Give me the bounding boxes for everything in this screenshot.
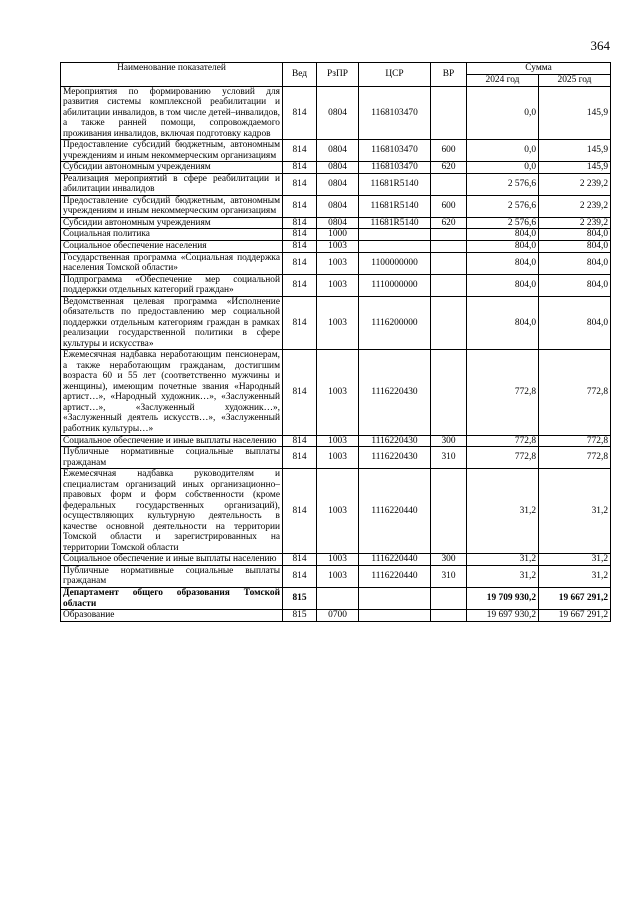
cell-sum-2025: 145,9 [539,140,611,162]
cell-csr [359,229,431,241]
cell-sum-2025: 804,0 [539,240,611,252]
cell-vr: 310 [431,565,467,587]
cell-name: Образование [61,610,283,622]
cell-sum-2025: 31,2 [539,554,611,566]
cell-sum-2025: 19 667 291,2 [539,610,611,622]
cell-sum-2025: 145,9 [539,86,611,140]
cell-vr [431,173,467,195]
cell-vr: 300 [431,554,467,566]
cell-vr: 310 [431,447,467,469]
table-row [61,565,611,587]
table-row [61,435,611,447]
cell-rzpr: 1000 [317,229,359,241]
cell-name: Ежемесячная надбавка неработающим пенсионерам, а также неработающим гражданам, достигшим возраста 60 и 55 лет (соответственно мужчины и женщины), имеющим почетные звания «Народный артист…», «Народный художник…», «Заслуженный артист…», «Заслуженный художник…», «Заслуженный деятель искусств…», «Заслуженный работник культуры…» [61,350,283,435]
cell-ved: 815 [283,610,317,622]
cell-ved: 814 [283,229,317,241]
table-row [61,296,611,350]
cell-csr: 1116220430 [359,447,431,469]
cell-sum-2025: 804,0 [539,274,611,296]
cell-name: Реализация мероприятий в сфере реабилитации и абилитации инвалидов [61,173,283,195]
cell-name: Социальное обеспечение и иные выплаты населению [61,554,283,566]
cell-rzpr: 1003 [317,435,359,447]
cell-vr: 620 [431,217,467,229]
cell-ved: 814 [283,274,317,296]
cell-rzpr: 0700 [317,610,359,622]
cell-ved: 814 [283,140,317,162]
cell-sum-2024: 0,0 [467,140,539,162]
cell-ved: 814 [283,565,317,587]
header-2025: 2025 год [539,74,611,86]
table-row [61,469,611,554]
cell-name: Субсидии автономным учреждениям [61,217,283,229]
cell-sum-2025: 2 239,2 [539,195,611,217]
table-row [61,195,611,217]
cell-name: Социальная политика [61,229,283,241]
cell-sum-2025: 772,8 [539,350,611,435]
cell-name: Предоставление субсидий бюджетным, автономным учреждениям и иным некоммерческим организациям [61,140,283,162]
cell-csr: 1116220440 [359,554,431,566]
cell-csr [359,610,431,622]
cell-csr: 1168103470 [359,162,431,174]
cell-sum-2024: 31,2 [467,565,539,587]
cell-csr: 1116200000 [359,296,431,350]
cell-vr [431,610,467,622]
cell-ved: 815 [283,587,317,609]
cell-name: Ежемесячная надбавка руководителям и специалистам организаций иных организационно–правовых форм и форм собственности (кроме федеральных государственных организаций), осуществляющих культурную деятельность в качестве основной деятельности на территории Томской области и зарегистрированных на территории Томской области [61,469,283,554]
cell-csr: 1168103470 [359,86,431,140]
table-row [61,240,611,252]
header-vr: ВР [431,63,467,87]
table-row [61,252,611,274]
cell-csr: 11681R5140 [359,173,431,195]
cell-sum-2024: 772,8 [467,350,539,435]
cell-name: Социальное обеспечение и иные выплаты населению [61,435,283,447]
cell-sum-2024: 804,0 [467,252,539,274]
cell-csr: 11681R5140 [359,217,431,229]
cell-ved: 814 [283,162,317,174]
cell-sum-2024: 804,0 [467,240,539,252]
cell-vr [431,240,467,252]
cell-rzpr: 1003 [317,554,359,566]
table-row [61,350,611,435]
cell-csr: 1110000000 [359,274,431,296]
cell-rzpr: 0804 [317,173,359,195]
cell-ved: 814 [283,217,317,229]
cell-csr [359,587,431,609]
table-row [61,610,611,622]
cell-sum-2024: 19 697 930,2 [467,610,539,622]
cell-rzpr: 0804 [317,217,359,229]
table-row [61,447,611,469]
cell-sum-2025: 772,8 [539,447,611,469]
table-row [61,162,611,174]
cell-rzpr: 0804 [317,195,359,217]
cell-vr [431,587,467,609]
cell-rzpr: 1003 [317,296,359,350]
table-row [61,587,611,609]
table-row [61,86,611,140]
cell-vr: 600 [431,140,467,162]
cell-ved: 814 [283,86,317,140]
cell-rzpr: 1003 [317,240,359,252]
header-ved: Вед [283,63,317,87]
cell-sum-2025: 804,0 [539,229,611,241]
table-row [61,217,611,229]
cell-name: Департамент общего образования Томской области [61,587,283,609]
cell-ved: 814 [283,554,317,566]
cell-name: Публичные нормативные социальные выплаты гражданам [61,447,283,469]
cell-sum-2025: 772,8 [539,435,611,447]
cell-csr [359,240,431,252]
page-number: 364 [590,38,610,53]
cell-sum-2024: 2 576,6 [467,173,539,195]
cell-sum-2025: 19 667 291,2 [539,587,611,609]
cell-name: Государственная программа «Социальная поддержка населения Томской области» [61,252,283,274]
cell-sum-2025: 145,9 [539,162,611,174]
cell-name: Публичные нормативные социальные выплаты гражданам [61,565,283,587]
cell-sum-2025: 31,2 [539,469,611,554]
cell-csr: 11681R5140 [359,195,431,217]
cell-sum-2025: 804,0 [539,296,611,350]
cell-sum-2025: 804,0 [539,252,611,274]
cell-vr [431,296,467,350]
cell-sum-2024: 2 576,6 [467,195,539,217]
cell-name: Субсидии автономным учреждениям [61,162,283,174]
cell-vr [431,86,467,140]
cell-rzpr: 1003 [317,274,359,296]
cell-vr [431,350,467,435]
cell-sum-2024: 804,0 [467,274,539,296]
cell-rzpr: 1003 [317,447,359,469]
cell-rzpr: 1003 [317,565,359,587]
cell-rzpr: 1003 [317,252,359,274]
cell-sum-2024: 804,0 [467,296,539,350]
cell-sum-2025: 2 239,2 [539,173,611,195]
cell-vr [431,229,467,241]
cell-sum-2024: 772,8 [467,447,539,469]
cell-rzpr: 1003 [317,469,359,554]
cell-ved: 814 [283,350,317,435]
cell-ved: 814 [283,435,317,447]
cell-sum-2024: 31,2 [467,469,539,554]
cell-csr: 1100000000 [359,252,431,274]
cell-name: Ведомственная целевая программа «Исполнение обязательств по предоставлению мер социальной поддержки отдельным категориям граждан в рамках реализации государственной политики в сфере культуры и искусства» [61,296,283,350]
cell-name: Мероприятия по формированию условий для развития системы комплексной реабилитации и абилитации инвалидов, в том числе детей–инвалидов, а также ранней помощи, сопровождаемого проживания инвалидов, включая подготовку кадров [61,86,283,140]
cell-csr: 1168103470 [359,140,431,162]
table-row [61,173,611,195]
header-rzpr: РзПР [317,63,359,87]
cell-sum-2024: 0,0 [467,162,539,174]
table-row [61,140,611,162]
cell-rzpr: 1003 [317,350,359,435]
cell-name: Социальное обеспечение населения [61,240,283,252]
table-row [61,229,611,241]
cell-rzpr: 0804 [317,162,359,174]
cell-csr: 1116220430 [359,350,431,435]
table-row [61,274,611,296]
table-row [61,554,611,566]
header-name: Наименование показателей [61,63,283,87]
budget-table [60,62,611,622]
table-body [61,86,611,621]
cell-sum-2024: 19 709 930,2 [467,587,539,609]
cell-csr: 1116220440 [359,469,431,554]
cell-ved: 814 [283,469,317,554]
header-csr: ЦСР [359,63,431,87]
cell-rzpr: 0804 [317,86,359,140]
cell-ved: 814 [283,173,317,195]
cell-sum-2024: 0,0 [467,86,539,140]
cell-ved: 814 [283,252,317,274]
cell-sum-2024: 804,0 [467,229,539,241]
cell-vr: 620 [431,162,467,174]
cell-ved: 814 [283,195,317,217]
header-2024: 2024 год [467,74,539,86]
cell-vr [431,252,467,274]
cell-ved: 814 [283,296,317,350]
cell-sum-2024: 772,8 [467,435,539,447]
cell-vr [431,469,467,554]
cell-ved: 814 [283,240,317,252]
header-sum: Сумма [467,63,611,75]
cell-csr: 1116220440 [359,565,431,587]
cell-rzpr [317,587,359,609]
cell-sum-2025: 31,2 [539,565,611,587]
cell-ved: 814 [283,447,317,469]
cell-vr [431,274,467,296]
cell-sum-2024: 31,2 [467,554,539,566]
cell-rzpr: 0804 [317,140,359,162]
cell-name: Подпрограмма «Обеспечение мер социальной поддержки отдельных категорий граждан» [61,274,283,296]
cell-name: Предоставление субсидий бюджетным, автономным учреждениям и иным некоммерческим организациям [61,195,283,217]
cell-sum-2025: 2 239,2 [539,217,611,229]
cell-vr: 600 [431,195,467,217]
cell-csr: 1116220430 [359,435,431,447]
cell-vr: 300 [431,435,467,447]
cell-sum-2024: 2 576,6 [467,217,539,229]
